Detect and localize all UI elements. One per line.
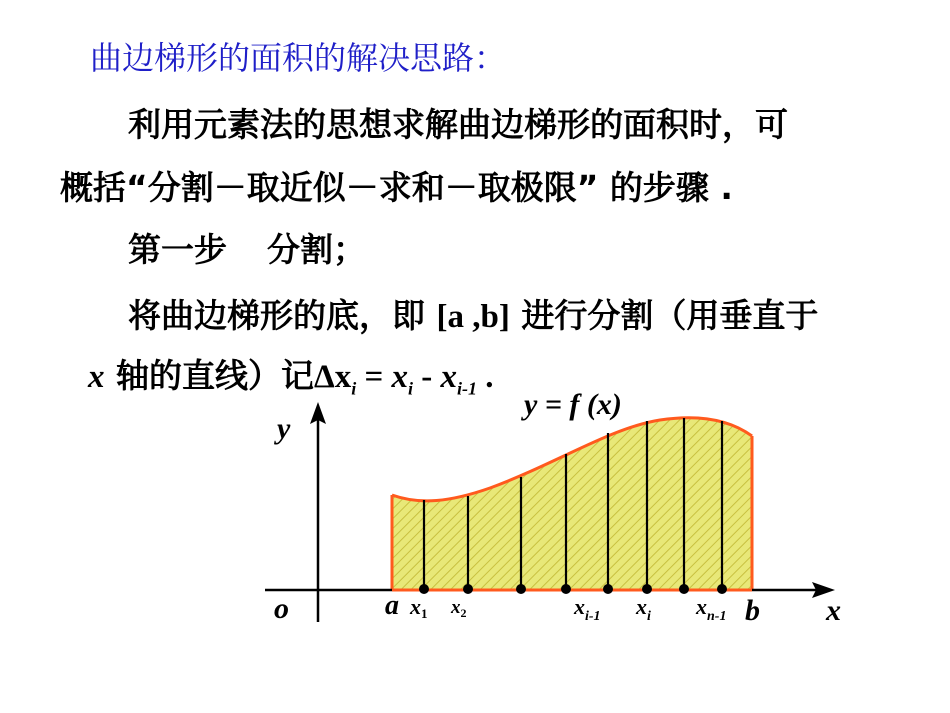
point-label-xi: $x_i$ <box>636 594 651 624</box>
point-label-xn-1: $x_{n-1}$ <box>696 594 727 624</box>
xi-subscript: i <box>408 378 414 399</box>
partition-point <box>516 584 526 594</box>
axis-variable: x <box>88 359 105 395</box>
paragraph-2-post: 进行分割（用垂直于 <box>509 296 819 335</box>
paragraph-2-pre: 将曲边梯形的底，即 <box>128 296 437 335</box>
partition-point <box>419 584 429 594</box>
slide-title: 曲边梯形的面积的解决思路： <box>90 39 507 77</box>
xi-symbol: x <box>391 359 409 395</box>
paragraph-1-line-1: 利用元素法的思想求解曲边梯形的面积时，可 <box>128 105 788 144</box>
delta-symbol: Δx <box>314 359 352 395</box>
partition-point <box>642 584 652 594</box>
step-label: 第一步 <box>128 230 227 269</box>
y-axis-label: y <box>277 412 291 445</box>
x-axis-label: x <box>826 594 841 627</box>
interval-label: [a ,b] <box>436 299 510 335</box>
partition-point <box>561 584 571 594</box>
paragraph-2-line-2-text: 轴的直线）记 <box>104 356 314 395</box>
point-label-x1: x1 <box>410 594 428 621</box>
equals-sign: = <box>356 359 392 395</box>
point-label-xi-1: $x_{i-1}$ <box>574 594 601 624</box>
b-label: b <box>745 594 760 627</box>
formula-end: . <box>477 359 494 395</box>
curve-label: y = f (x) <box>524 388 622 421</box>
xim1-subscript: i-1 <box>457 378 478 399</box>
shaded-region <box>392 418 752 590</box>
origin-label: o <box>274 592 289 625</box>
a-label: a <box>385 590 399 621</box>
partition-point <box>603 584 613 594</box>
delta-subscript: i <box>351 378 357 399</box>
point-label-x2: $x_2$ <box>451 597 467 620</box>
minus-sign: - <box>413 359 441 395</box>
partition-point <box>679 584 689 594</box>
partition-point <box>463 584 473 594</box>
xim1-symbol: x <box>440 359 458 395</box>
paragraph-1-line-2: 概括“分割－取近似－求和－取极限” 的步骤 . <box>60 168 733 207</box>
partition-point <box>717 584 727 594</box>
step-name: 分割； <box>267 230 366 269</box>
